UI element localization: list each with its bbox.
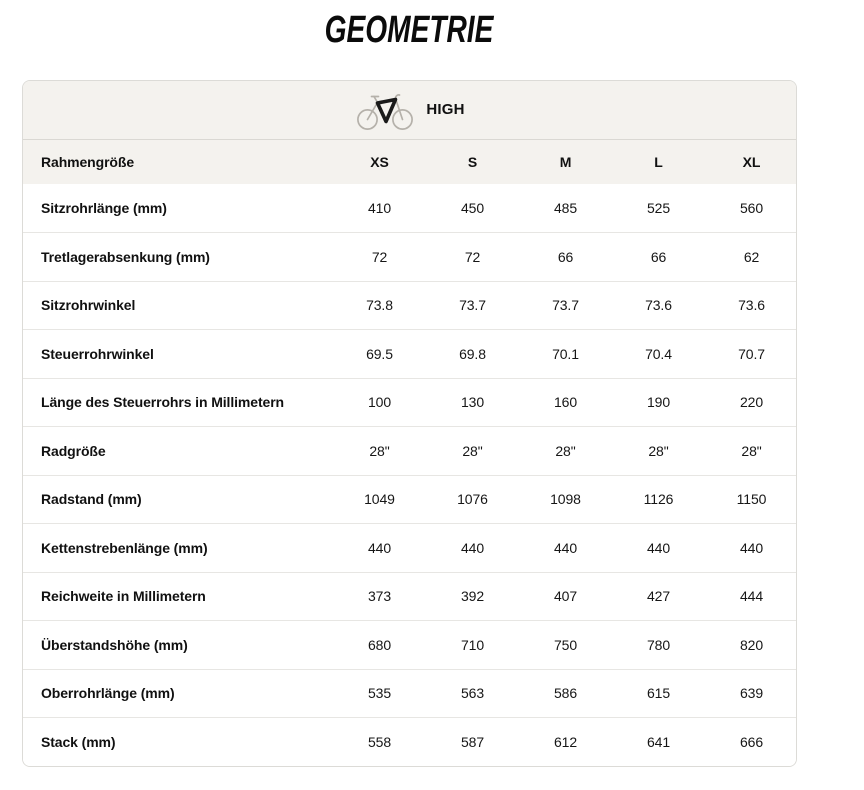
row-value: 373 <box>367 588 392 605</box>
row-value: 28" <box>462 442 483 459</box>
row-value: 440 <box>367 539 392 556</box>
row-value: 780 <box>646 636 671 653</box>
row-label: Tretlagerabsenkung (mm) <box>41 248 210 265</box>
row-value: 440 <box>646 539 671 556</box>
row-value: 1098 <box>550 491 581 508</box>
row-value: 392 <box>460 588 485 605</box>
variant-header-row <box>23 81 797 139</box>
row-value: 70.7 <box>738 345 765 362</box>
row-value: 410 <box>367 200 392 216</box>
row-value: 72 <box>371 248 388 265</box>
page-title <box>22 9 797 53</box>
row-value: 750 <box>553 636 578 653</box>
row-value: 820 <box>739 636 764 653</box>
content-area <box>22 0 797 767</box>
row-value: 440 <box>460 539 485 556</box>
row-value: 440 <box>739 539 764 556</box>
row-value: 427 <box>646 588 671 605</box>
row-value: 710 <box>460 636 485 653</box>
row-value: 73.6 <box>738 297 765 314</box>
table-row-top-tube-length <box>23 669 797 718</box>
row-value: 1126 <box>643 491 674 508</box>
row-value: 28" <box>369 442 390 459</box>
row-value: 73.7 <box>552 297 579 314</box>
table-row-head-tube-length <box>23 378 797 427</box>
row-value: 680 <box>367 636 392 653</box>
row-label: Reichweite in Millimetern <box>41 588 206 605</box>
row-value: 440 <box>553 539 578 556</box>
row-label: Stack (mm) <box>41 734 116 750</box>
row-label: Länge des Steuerrohrs in Millimetern <box>41 394 285 411</box>
row-value: 70.1 <box>552 345 579 362</box>
table-row-wheelbase <box>23 475 797 524</box>
row-value: 28" <box>648 442 669 459</box>
row-value: 70.4 <box>645 345 672 362</box>
table-row-bb-drop <box>23 233 797 282</box>
row-label: Radgröße <box>41 442 106 459</box>
row-value: 558 <box>367 734 392 750</box>
row-value: 1150 <box>736 491 767 508</box>
row-value: 450 <box>460 200 485 216</box>
table-row-chainstay-length <box>23 524 797 573</box>
size-header-xs: XS <box>333 139 426 184</box>
row-value: 69.8 <box>459 345 486 362</box>
row-value: 69.5 <box>366 345 393 362</box>
row-value: 66 <box>557 248 574 265</box>
row-value: 190 <box>646 394 671 411</box>
table-row-standover-height <box>23 621 797 670</box>
size-header-s: S <box>426 139 519 184</box>
row-label: Steuerrohrwinkel <box>41 345 154 362</box>
row-label: Sitzrohrlänge (mm) <box>41 200 167 216</box>
row-value: 587 <box>460 734 485 750</box>
size-header-label: Rahmengröße <box>23 139 333 184</box>
table-row-seat-tube-length <box>23 184 797 233</box>
row-value: 66 <box>650 248 667 265</box>
row-value: 28" <box>555 442 576 459</box>
row-value: 615 <box>646 685 671 702</box>
row-value: 73.6 <box>645 297 672 314</box>
row-value: 1049 <box>364 491 395 508</box>
row-value: 560 <box>739 200 764 216</box>
row-value: 612 <box>553 734 578 750</box>
row-label: Kettenstrebenlänge (mm) <box>41 539 208 556</box>
variant-tab-high[interactable] <box>23 89 797 131</box>
row-value: 72 <box>464 248 481 265</box>
row-value: 563 <box>460 685 485 702</box>
row-value: 485 <box>553 200 578 216</box>
row-value: 73.7 <box>459 297 486 314</box>
table-row-head-tube-angle <box>23 330 797 379</box>
row-value: 586 <box>553 685 578 702</box>
row-value: 73.8 <box>366 297 393 314</box>
page-title-text: GEOMETRIE <box>325 9 494 51</box>
row-value: 1076 <box>457 491 488 508</box>
row-value: 62 <box>743 248 760 265</box>
geometry-table <box>23 81 797 766</box>
row-value: 407 <box>553 588 578 605</box>
row-label: Oberrohrlänge (mm) <box>41 685 175 702</box>
table-row-stack <box>23 718 797 767</box>
row-value: 641 <box>646 734 671 750</box>
row-label: Radstand (mm) <box>41 491 142 508</box>
row-value: 220 <box>739 394 764 411</box>
table-row-wheel-size <box>23 427 797 476</box>
variant-label: HIGH <box>426 101 465 119</box>
size-header-row <box>23 139 797 184</box>
table-row-seat-tube-angle <box>23 281 797 330</box>
row-value: 639 <box>739 685 764 702</box>
table-row-reach <box>23 572 797 621</box>
row-value: 28" <box>741 442 762 459</box>
row-value: 160 <box>553 394 578 411</box>
bike-icon <box>356 89 414 131</box>
row-label: Sitzrohrwinkel <box>41 297 136 314</box>
row-value: 130 <box>460 394 485 411</box>
row-value: 100 <box>367 394 392 411</box>
geometry-table-card <box>22 80 797 767</box>
size-header-xl: XL <box>705 139 797 184</box>
row-value: 666 <box>739 734 764 750</box>
row-value: 444 <box>739 588 764 605</box>
size-header-m: M <box>519 139 612 184</box>
row-label: Überstandshöhe (mm) <box>41 636 188 653</box>
row-value: 525 <box>646 200 671 216</box>
size-header-l: L <box>612 139 705 184</box>
row-value: 535 <box>367 685 392 702</box>
